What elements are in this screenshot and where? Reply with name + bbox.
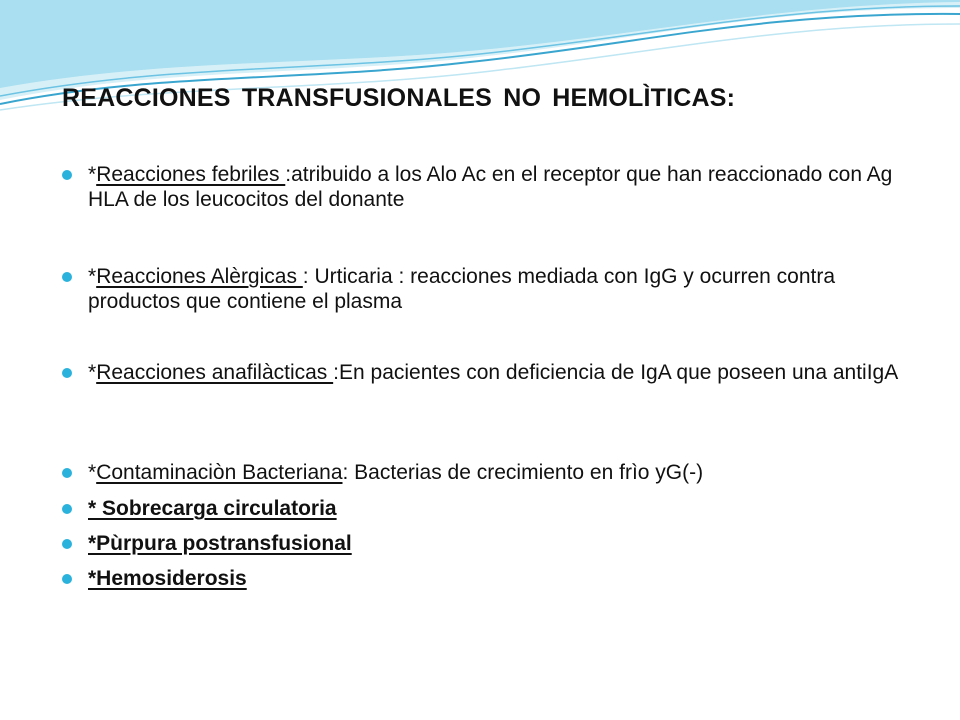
bullet-item-purpura (62, 531, 902, 556)
bullet-item-anafilacticas (62, 360, 902, 385)
bullet-text (88, 360, 902, 385)
bullet-dot-icon (62, 368, 72, 378)
bullet-item-febriles (62, 162, 902, 212)
bullet-dot-icon (62, 468, 72, 478)
bullet-description: :atribuido a los Alo Ac en el receptor que han reaccionado con Ag HLA de los leucocitos del donante (88, 163, 893, 211)
bullet-text (88, 460, 902, 485)
bullet-text (88, 264, 902, 314)
bullet-item-contaminacion (62, 460, 902, 485)
bullet-dot-icon (62, 574, 72, 584)
bullet-description: :En pacientes con deficiencia de IgA que poseen una antiIgA (333, 361, 899, 384)
bullet-prefix: * (88, 361, 97, 384)
bullet-prefix: * (88, 265, 97, 288)
bullet-prefix: * (88, 461, 97, 484)
bullet-description: : Urticaria : reacciones mediada con IgG y ocurren contra productos que contiene el plasma (88, 265, 836, 313)
bullet-item-alergicas (62, 264, 902, 314)
bullet-text (88, 496, 902, 521)
bullet-term: Reacciones febriles (96, 163, 286, 186)
bullet-prefix: * (88, 163, 97, 186)
bullet-text (88, 531, 902, 556)
bullet-term: *Pùrpura postransfusional (88, 532, 352, 555)
bullet-dot-icon (62, 539, 72, 549)
slide-title: REACCIONES TRANSFUSIONALES NO HEMOLÌTICAS: (62, 84, 736, 112)
bullet-text (88, 162, 902, 212)
bullet-dot-icon (62, 272, 72, 282)
bullet-term: Reacciones Alèrgicas (96, 265, 303, 288)
bullet-term: Contaminaciòn Bacteriana (96, 461, 343, 484)
bullet-dot-icon (62, 504, 72, 514)
bullet-text (88, 566, 902, 591)
bullet-dot-icon (62, 170, 72, 180)
bullet-description: : Bacterias de crecimiento en frìo yG(-) (342, 461, 704, 484)
bullet-term: *Hemosiderosis (88, 567, 247, 590)
bullet-term: Reacciones anafilàcticas (96, 361, 334, 384)
bullet-item-sobrecarga (62, 496, 902, 521)
bullet-term: * Sobrecarga circulatoria (88, 497, 337, 520)
bullet-item-hemosiderosis (62, 566, 902, 591)
